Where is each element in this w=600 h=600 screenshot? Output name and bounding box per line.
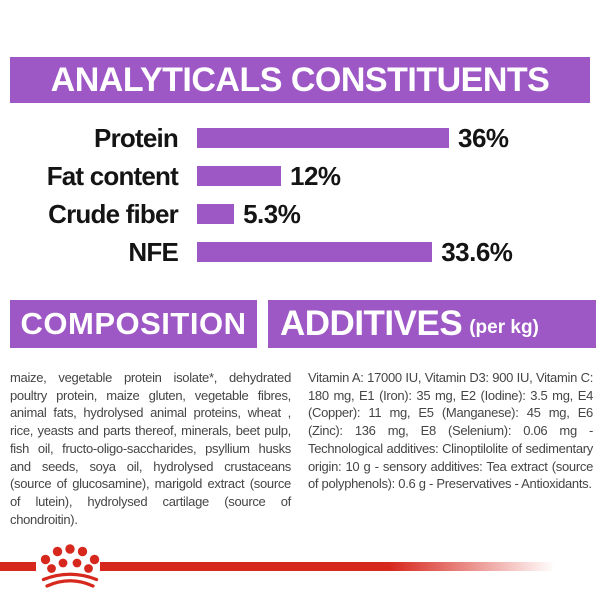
royal-canin-crown-icon	[38, 542, 102, 588]
additives-header	[268, 300, 596, 348]
bar-value-protein: 36%	[458, 122, 509, 153]
additives-body: Vitamin A: 17000 IU, Vitamin D3: 900 IU, Vitamin C: 180 mg, E1 (Iron): 35 mg, E2 (Iodine): 3.5 mg, E4 (Copper): 11 mg, E5 (Manganese): 45 mg, E6 (Zinc): 136 mg, E8 (Selenium): 0.06 mg - Technological additives: Clinoptilolite of sedimentary origin: 10 g - sensory additives: Tea extract (source of polyphenols): 0.6 g - Preservatives - Antioxidants.	[308, 370, 593, 492]
crown-arcs	[44, 574, 97, 586]
brand-line-right	[100, 562, 600, 571]
composition-body: maize, vegetable protein isolate*, dehydrated poultry protein, maize gluten, vegetable fibres, animal fats, hydrolysed animal proteins, wheat , rice, yeasts and parts thereof, minerals, beet pulp, fish oil, fructo-oligo-saccharides, psyllium husks and seeds, soya oil, hydrolysed crustaceans (source of glucosamine), marigold extract (source of lutein), hydrolysed cartilage (source of chondroitin).	[10, 370, 291, 527]
additives-title-per-kg: (per kg)	[469, 317, 539, 338]
bar-label-nfe: NFE	[128, 236, 178, 267]
composition-header	[10, 300, 257, 348]
brand-line-left	[0, 562, 36, 571]
bar-row-crude-fiber	[0, 198, 301, 229]
bar-row-nfe	[0, 236, 513, 267]
bar-label-fat-content: Fat content	[46, 160, 178, 191]
additives-title: ADDITIVES	[280, 304, 463, 343]
bar-protein	[197, 128, 449, 148]
bar-value-crude-fiber: 5.3%	[243, 198, 301, 229]
bar-value-nfe: 33.6%	[441, 236, 513, 267]
bar-label-crude-fiber: Crude fiber	[48, 198, 178, 229]
bar-crude-fiber	[197, 204, 234, 224]
crown-dots	[41, 544, 99, 573]
analytical-constituents-title: ANALYTICALS CONSTITUENTS	[50, 60, 550, 99]
composition-title: COMPOSITION	[20, 306, 247, 341]
analytical-constituents-header	[10, 57, 590, 103]
bar-value-fat-content: 12%	[290, 160, 341, 191]
bar-nfe	[197, 242, 432, 262]
bar-row-protein	[0, 122, 509, 153]
bar-label-protein: Protein	[94, 122, 178, 153]
bar-row-fat-content	[0, 160, 341, 191]
bar-fat-content	[197, 166, 281, 186]
